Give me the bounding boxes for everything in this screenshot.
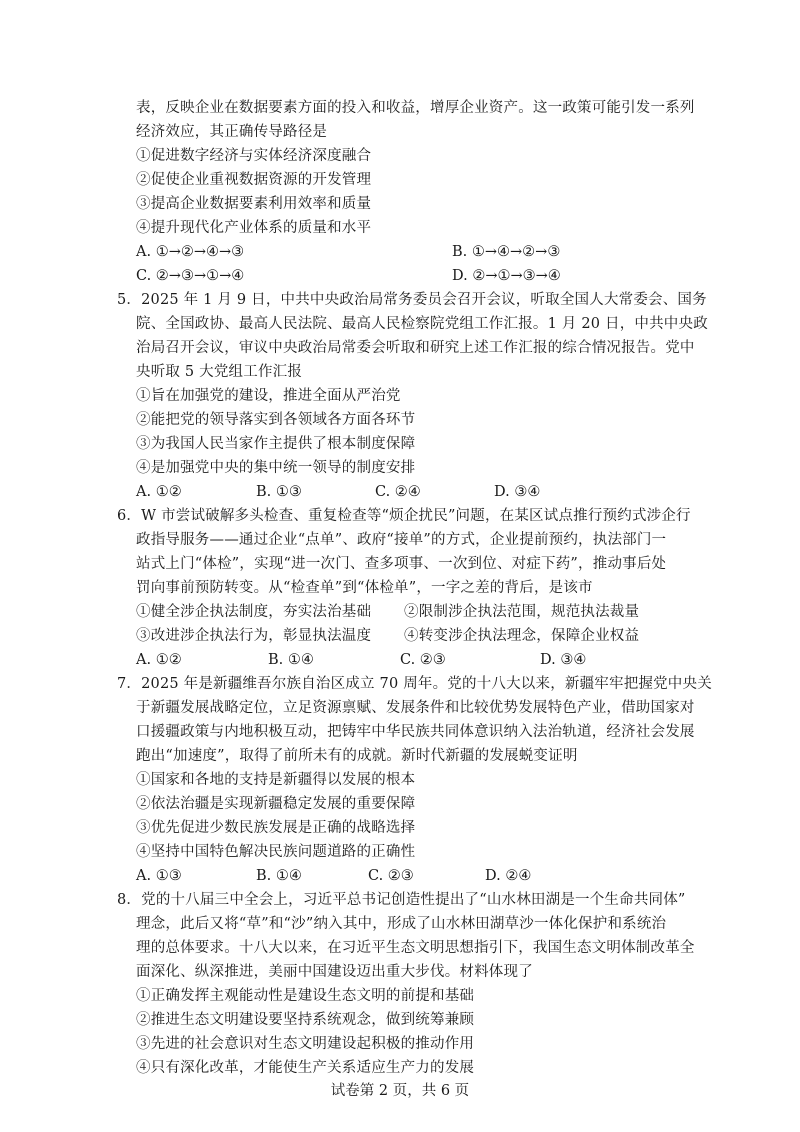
q5-item-3: ③为我国人民当家作主提供了根本制度保障 bbox=[136, 436, 416, 452]
q6-item-3: ③改进涉企执法行为，彰显执法温度 bbox=[136, 628, 372, 644]
q4-option-a: A. ①→②→④→③ bbox=[136, 244, 245, 260]
q6-item-1: ①健全涉企执法制度，夯实法治基础 bbox=[136, 604, 372, 620]
q4-option-d: D. ②→①→③→④ bbox=[452, 268, 561, 284]
q6-option-a: A. ①② bbox=[136, 652, 182, 668]
q5-item-2: ②能把党的领导落实到各领域各方面各环节 bbox=[136, 412, 416, 428]
q8-line-1: 8．党的十八届三中全会上，习近平总书记创造性提出了“山水林田湖是一个生命共同体” bbox=[117, 892, 686, 908]
q6-line-2: 政指导服务——通过企业“点单”、政府“接单”的方式，企业提前预约，执法部门一 bbox=[136, 532, 667, 548]
q4-item-3: ③提高企业数据要素利用效率和质量 bbox=[136, 196, 372, 212]
q5-item-1: ①旨在加强党的建设，推进全面从严治党 bbox=[136, 388, 401, 404]
q5-option-d: D. ③④ bbox=[494, 484, 541, 500]
q6-item-4: ④转变涉企执法理念，保障企业权益 bbox=[404, 628, 640, 644]
q5-line-1: 5．2025 年 1 月 9 日，中共中央政治局常务委员会召开会议，听取全国人大常委会、国务 bbox=[117, 292, 707, 308]
q4-option-b: B. ①→④→②→③ bbox=[452, 244, 561, 260]
q8-item-2: ②推进生态文明建设要坚持系统观念，做到统筹兼顾 bbox=[136, 1012, 475, 1028]
q6-option-d: D. ③④ bbox=[540, 652, 587, 668]
q5-option-a: A. ①② bbox=[136, 484, 182, 500]
q5-option-c: C. ②④ bbox=[375, 484, 421, 500]
q5-option-b: B. ①③ bbox=[256, 484, 302, 500]
q6-item-2: ②限制涉企执法范围，规范执法裁量 bbox=[404, 604, 640, 620]
q4-option-c: C. ②→③→①→④ bbox=[136, 268, 245, 284]
q7-item-4: ④坚持中国特色解决民族问题道路的正确性 bbox=[136, 844, 416, 860]
q7-option-c: C. ②③ bbox=[368, 868, 414, 884]
q8-item-1: ①正确发挥主观能动性是建设生态文明的前提和基础 bbox=[136, 988, 475, 1004]
q7-option-b: B. ①④ bbox=[256, 868, 302, 884]
q5-line-3: 治局召开会议，审议中央政治局常委会听取和研究上述工作汇报的综合情况报告。党中 bbox=[136, 340, 695, 356]
q6-line-3: 站式上门“体检”，实现“进一次门、查多项事、一次到位、对症下药”，推动事后处 bbox=[136, 556, 667, 572]
q7-option-d: D. ②④ bbox=[485, 868, 532, 884]
q5-item-4: ④是加强党中央的集中统一领导的制度安排 bbox=[136, 460, 416, 476]
q5-line-2: 院、全国政协、最高人民法院、最高人民检察院党组工作汇报。1 月 20 日，中共中央政 bbox=[136, 316, 708, 332]
q4-line-1: 表，反映企业在数据要素方面的投入和收益，增厚企业资产。这一政策可能引发一系列 bbox=[136, 100, 695, 116]
q5-line-4: 央听取 5 大党组工作汇报 bbox=[136, 364, 303, 380]
page-footer: 试卷第 2 页，共 6 页 bbox=[330, 1083, 470, 1099]
q4-item-4: ④提升现代化产业体系的质量和水平 bbox=[136, 220, 372, 236]
q7-item-3: ③优先促进少数民族发展是正确的战略选择 bbox=[136, 820, 416, 836]
q7-line-4: 跑出“加速度”，取得了前所未有的成就。新时代新疆的发展蜕变证明 bbox=[136, 748, 578, 764]
q4-line-2: 经济效应，其正确传导路径是 bbox=[136, 124, 328, 140]
q4-item-1: ①促进数字经济与实体经济深度融合 bbox=[136, 148, 372, 164]
q8-line-4: 面深化、纵深推进，美丽中国建设迈出重大步伐。材料体现了 bbox=[136, 964, 533, 980]
q8-item-3: ③先进的社会意识对生态文明建设起积极的推动作用 bbox=[136, 1036, 475, 1052]
q4-item-2: ②促使企业重视数据资源的开发管理 bbox=[136, 172, 372, 188]
q7-item-2: ②依法治疆是实现新疆稳定发展的重要保障 bbox=[136, 796, 416, 812]
q7-line-1: 7．2025 年是新疆维吾尔族自治区成立 70 周年。党的十八大以来，新疆牢牢把握党中央关 bbox=[117, 676, 712, 692]
q8-item-4: ④只有深化改革，才能使生产关系适应生产力的发展 bbox=[136, 1060, 475, 1076]
q6-option-b: B. ①④ bbox=[268, 652, 314, 668]
q7-item-1: ①国家和各地的支持是新疆得以发展的根本 bbox=[136, 772, 416, 788]
q7-option-a: A. ①③ bbox=[136, 868, 182, 884]
q8-line-2: 理念，此后又将“草”和“沙”纳入其中，形成了山水林田湖草沙一体化保护和系统治 bbox=[136, 916, 667, 932]
q6-option-c: C. ②③ bbox=[400, 652, 446, 668]
q6-line-4: 罚向事前预防转变。从“检查单”到“体检单”，一字之差的背后，是该市 bbox=[136, 580, 593, 596]
q8-line-3: 理的总体要求。十八大以来，在习近平生态文明思想指引下，我国生态文明体制改革全 bbox=[136, 940, 695, 956]
q6-line-1: 6．W 市尝试破解多头检查、重复检查等“烦企扰民”问题，在某区试点推行预约式涉企行 bbox=[117, 508, 691, 524]
q7-line-3: 口援疆政策与内地积极互动，把铸牢中华民族共同体意识纳入法治轨道，经济社会发展 bbox=[136, 724, 695, 740]
q7-line-2: 于新疆发展战略定位，立足资源禀赋、发展条件和比较优势发展特色产业，借助国家对 bbox=[136, 700, 695, 716]
